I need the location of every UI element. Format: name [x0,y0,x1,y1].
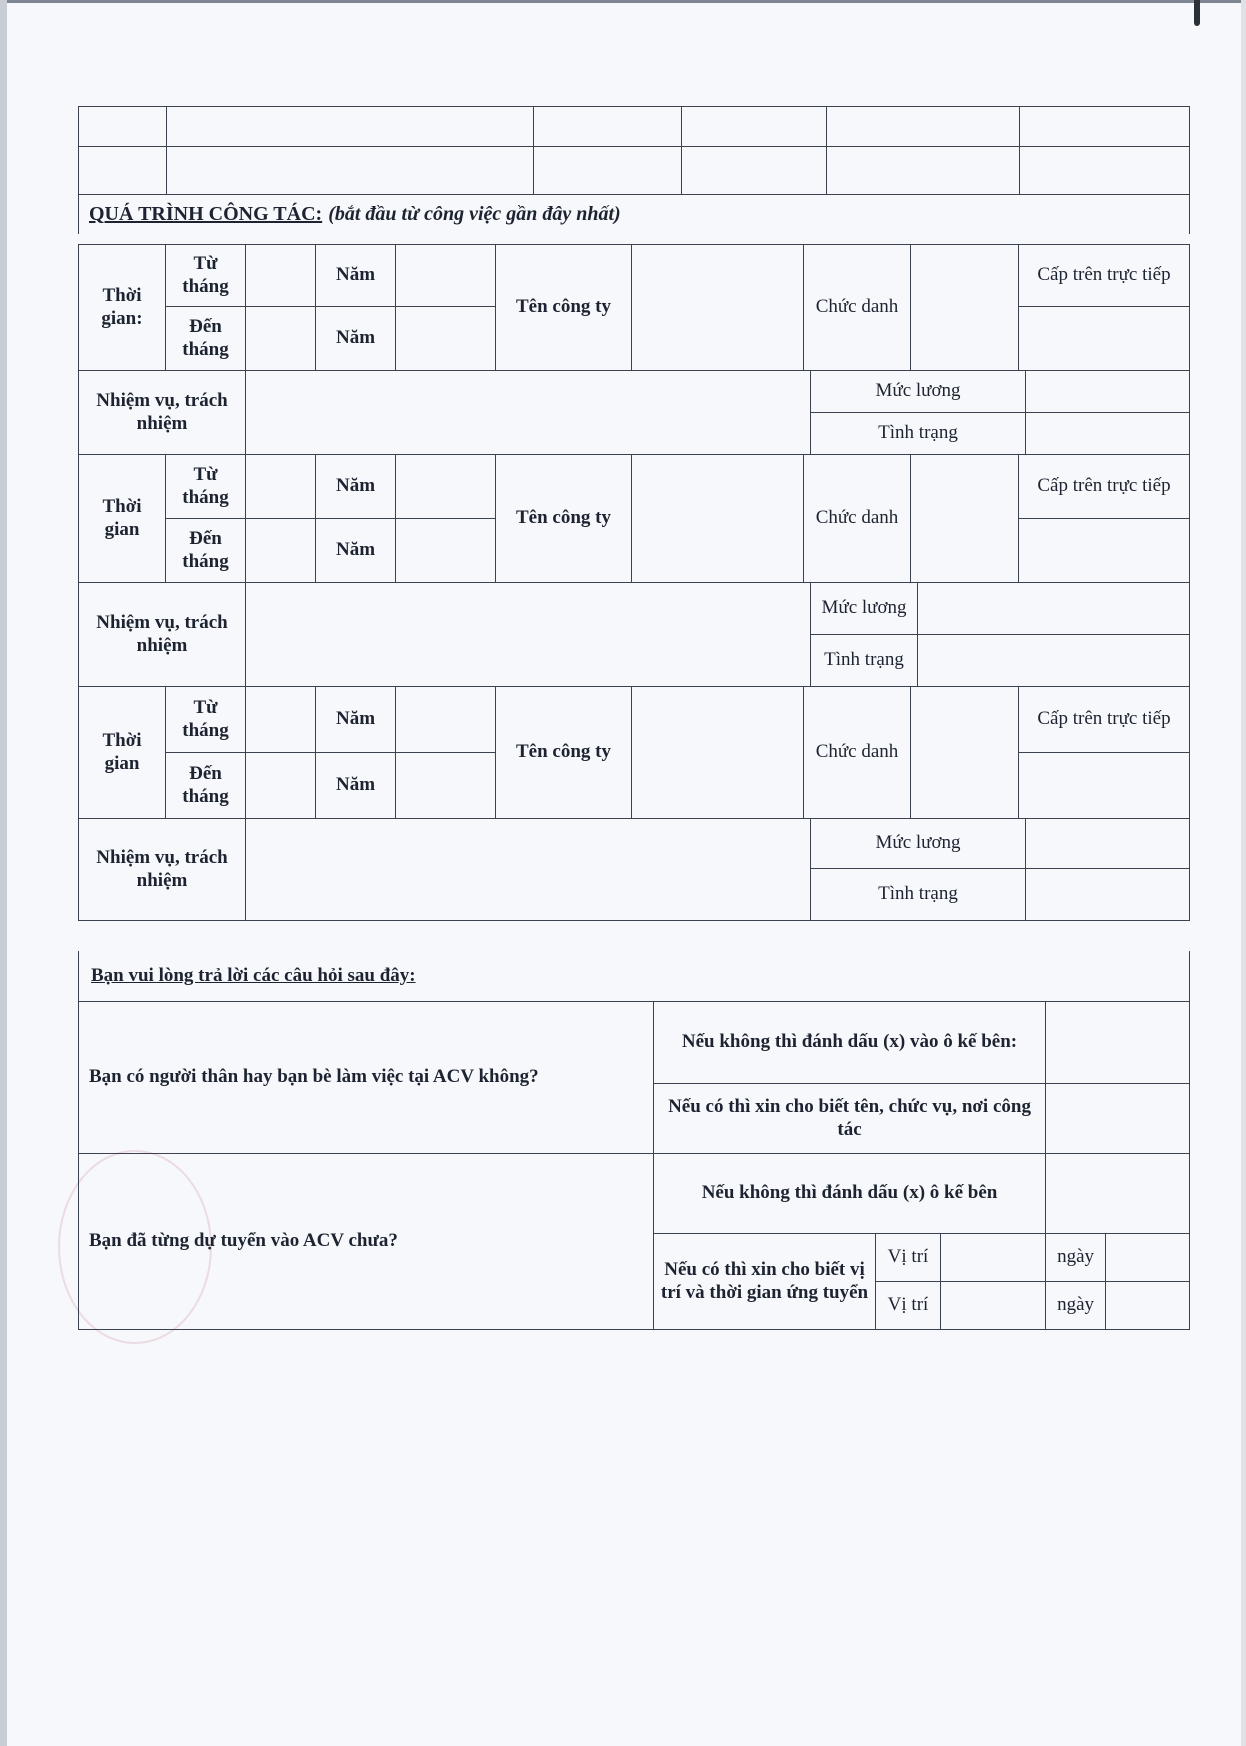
work-history-note: (bắt đầu từ công việc gần đây nhất) [328,202,621,225]
job3-year-label-1: Năm [316,687,396,753]
job2-supervisor-field[interactable] [1019,519,1190,583]
job1-status-field[interactable] [1026,413,1190,455]
job1-from-month-field[interactable] [246,245,316,307]
q2-date-field-2[interactable] [1106,1282,1190,1330]
job2-salary-label: Mức lương [811,583,918,635]
job1-duties-field[interactable] [246,371,811,455]
empty-cell[interactable] [827,147,1020,195]
job-block-2 [78,454,1190,687]
job3-supervisor-label: Cấp trên trực tiếp [1019,687,1190,753]
work-history-title: QUÁ TRÌNH CÔNG TÁC: [89,202,323,225]
job1-company-field[interactable] [632,245,804,371]
job-block-3 [78,686,1190,921]
job2-to-year-field[interactable] [396,519,496,583]
job1-supervisor-field[interactable] [1019,307,1190,371]
q2-text: Bạn đã từng dự tuyển vào ACV chưa? [79,1154,654,1330]
q2-position-field-2[interactable] [941,1282,1046,1330]
job1-time-label: Thời gian: [79,245,166,371]
empty-cell[interactable] [682,147,827,195]
job2-year-label-2: Năm [316,519,396,583]
job2-company-field[interactable] [632,455,804,583]
q2-no-checkbox[interactable] [1046,1154,1190,1234]
job3-company-label: Tên công ty [496,687,632,819]
job1-supervisor-label: Cấp trên trực tiếp [1019,245,1190,307]
empty-cell[interactable] [167,107,534,147]
job2-from-month-field[interactable] [246,455,316,519]
job1-position-label: Chức danh [804,245,911,371]
job3-time-label: Thời gian [79,687,166,819]
scan-edge-right [1241,0,1246,1746]
empty-cell[interactable] [534,107,682,147]
job2-from-label: Từ tháng [166,455,246,519]
empty-cell[interactable] [167,147,534,195]
job1-position-field[interactable] [911,245,1019,371]
job2-duties-label: Nhiệm vụ, trách nhiệm [79,583,246,687]
job3-from-year-field[interactable] [396,687,496,753]
job1-to-month-field[interactable] [246,307,316,371]
empty-cell[interactable] [827,107,1020,147]
q1-yes-field[interactable] [1046,1084,1190,1154]
job1-salary-label: Mức lương [811,371,1026,413]
q2-position-label-2: Vị trí [876,1282,941,1330]
job3-supervisor-field[interactable] [1019,753,1190,819]
job3-to-label: Đến tháng [166,753,246,819]
q1-yes-label: Nếu có thì xin cho biết tên, chức vụ, nơi công tác [654,1084,1046,1154]
job3-from-month-field[interactable] [246,687,316,753]
job1-salary-field[interactable] [1026,371,1190,413]
job3-position-label: Chức danh [804,687,911,819]
job2-year-label-1: Năm [316,455,396,519]
q2-date-label-2: ngày [1046,1282,1106,1330]
job3-year-label-2: Năm [316,753,396,819]
q2-position-label-1: Vị trí [876,1234,941,1282]
job3-company-field[interactable] [632,687,804,819]
job1-to-year-field[interactable] [396,307,496,371]
job1-duties-label: Nhiệm vụ, trách nhiệm [79,371,246,455]
work-history-heading [78,194,1190,234]
job1-company-label: Tên công ty [496,245,632,371]
job3-salary-field[interactable] [1026,819,1190,869]
job2-to-label: Đến tháng [166,519,246,583]
q1-no-label: Nếu không thì đánh dấu (x) vào ô kế bên: [654,1002,1046,1084]
job1-year-label-2: Năm [316,307,396,371]
job-block-1 [78,244,1190,455]
job2-position-label: Chức danh [804,455,911,583]
job2-to-month-field[interactable] [246,519,316,583]
job2-company-label: Tên công ty [496,455,632,583]
q1-no-checkbox[interactable] [1046,1002,1190,1084]
scan-edge-top [0,0,1246,3]
job1-to-label: Đến tháng [166,307,246,371]
job2-position-field[interactable] [911,455,1019,583]
empty-cell[interactable] [79,147,167,195]
empty-cell[interactable] [682,107,827,147]
empty-cell[interactable] [79,107,167,147]
paper-clip-mark [1194,0,1200,26]
job2-salary-field[interactable] [918,583,1190,635]
job3-position-field[interactable] [911,687,1019,819]
empty-cell[interactable] [1020,107,1190,147]
job3-from-label: Từ tháng [166,687,246,753]
job2-supervisor-label: Cấp trên trực tiếp [1019,455,1190,519]
job2-from-year-field[interactable] [396,455,496,519]
job2-status-field[interactable] [918,635,1190,687]
q2-date-label-1: ngày [1046,1234,1106,1282]
job3-status-label: Tình trạng [811,869,1026,921]
job3-salary-label: Mức lương [811,819,1026,869]
job1-year-label-1: Năm [316,245,396,307]
job2-time-label: Thời gian [79,455,166,583]
job3-status-field[interactable] [1026,869,1190,921]
job2-duties-field[interactable] [246,583,811,687]
empty-cell[interactable] [534,147,682,195]
job1-from-year-field[interactable] [396,245,496,307]
q2-yes-label: Nếu có thì xin cho biết vị trí và thời gian ứng tuyển [654,1234,876,1330]
top-empty-table [78,106,1190,195]
empty-cell[interactable] [1020,147,1190,195]
questions-block [78,1001,1190,1330]
questions-heading-text: Bạn vui lòng trả lời các câu hỏi sau đây: [91,965,416,986]
q2-date-field-1[interactable] [1106,1234,1190,1282]
job2-status-label: Tình trạng [811,635,918,687]
q1-text: Bạn có người thân hay bạn bè làm việc tại ACV không? [79,1002,654,1154]
job3-to-month-field[interactable] [246,753,316,819]
job3-duties-label: Nhiệm vụ, trách nhiệm [79,819,246,921]
job1-status-label: Tình trạng [811,413,1026,455]
job3-to-year-field[interactable] [396,753,496,819]
job1-from-label: Từ tháng [166,245,246,307]
scan-edge-left [0,0,7,1746]
job3-duties-field[interactable] [246,819,811,921]
questions-heading [78,951,1190,1001]
q2-no-label: Nếu không thì đánh dấu (x) ô kế bên [654,1154,1046,1234]
q2-position-field-1[interactable] [941,1234,1046,1282]
